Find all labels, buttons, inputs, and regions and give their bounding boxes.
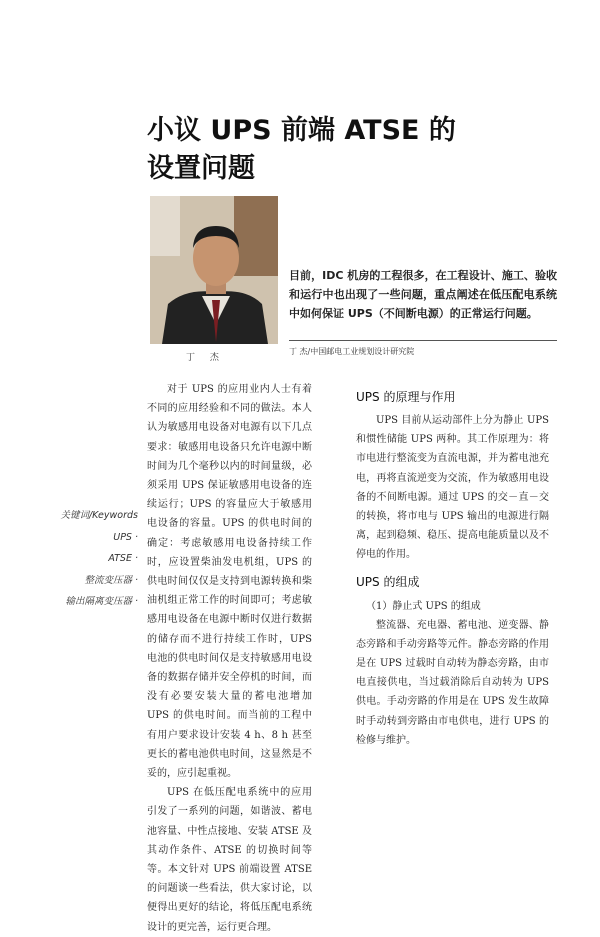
photo-caption: 丁 杰 — [186, 353, 225, 363]
author-photo — [150, 196, 278, 344]
subsection-heading: （1）静止式 UPS 的组成 — [366, 600, 481, 612]
keywords-label: 关键词/Keywords — [60, 510, 138, 521]
section-heading-principle: UPS 的原理与作用 — [356, 390, 456, 404]
keyword-item: 输出隔离变压器 · — [65, 596, 138, 607]
keyword-item: ATSE · — [108, 553, 138, 564]
keyword-item: UPS · — [113, 531, 138, 543]
author-portrait-image — [150, 196, 278, 344]
article-title — [147, 112, 477, 188]
body-paragraph: 对于 UPS 的应用业内人士有着不同的应用经验和不同的做法。本人认为敏感用电设备对电源有以下几点要求：敏感用电设备只允许电源中断时间为几个毫秒以内的时间量级，必须采用 UPS 保证敏感用电设备的连续运行；UPS 的容量应大于敏感用电设备的容量。UPS 的供电时间的确定：考虑敏感用电设备持续工作时，应设置柴油发电机组，UPS 的供电时间仅仅是支持到电源转换和柴油机组正常工作的时间即可；考虑敏感用电设备在电源中断时仅进行数据的储存而不进行持续工作时，UPS 电池的供电时间仅是支持敏感用电设备的数据存储并安全停机的时间，而没有必要安装大量的蓄电池增加 UPS 的供电时间。而当前的工程中有用户要求设计安装 4 h、8 h 甚至更长的蓄电池供电时间，这显然是不妥的，应引起重视。 — [147, 384, 312, 780]
keywords-sidebar — [40, 505, 138, 613]
author-divider — [289, 340, 557, 341]
body-paragraph: UPS 在低压配电系统中的应用引发了一系列的问题，如谐波、蓄电池容量、中性点接地、安装 ATSE 及其动作条件、ATSE 的切换时间等等。本文针对 UPS 前端设置 ATSE 的问题谈一些看法，供大家讨论，以便得出更好的结论，将低压配电系统设计的更完善，运行更合理。 — [147, 787, 312, 933]
body-paragraph: 整流器、充电器、蓄电池、逆变器、静态旁路和手动旁路等元件。静态旁路的作用是在 UPS 过载时自动转为静态旁路，由市电直接供电，当过载消除后自动转为 UPS 供电。手动旁路的作用是在 UPS 发生故障时手动转到旁路由市电供电，进行 UPS 的检修与维护。 — [356, 619, 549, 746]
author-affiliation: 丁 杰/中国邮电工业规划设计研究院 — [289, 347, 415, 356]
body-column-right — [356, 380, 549, 750]
body-paragraph: UPS 目前从运动部件上分为静止 UPS 和惯性储能 UPS 两种。其工作原理为：将市电进行整流变为直流电源，并为蓄电池充电，再将直流逆变为交流，作为敏感用电设备的不间断电源。通过 UPS 的交－直－交的转换，将市电与 UPS 输出的电源进行隔离，起到稳频、稳压、提高电能质量以及不停电的作用。 — [356, 415, 549, 561]
abstract: 目前，IDC 机房的工程很多，在工程设计、施工、验收和运行中也出现了一些问题，重点阐述在低压配电系统中如何保证 UPS（不间断电源）的正常运行问题。 — [289, 269, 557, 320]
title-line-2: 设置问题 — [147, 153, 255, 184]
keyword-item: 整流变压器 · — [84, 574, 138, 586]
body-column-left — [147, 380, 312, 937]
section-heading-composition: UPS 的组成 — [356, 574, 420, 589]
title-line-1: 小议 UPS 前端 ATSE 的 — [147, 115, 456, 146]
